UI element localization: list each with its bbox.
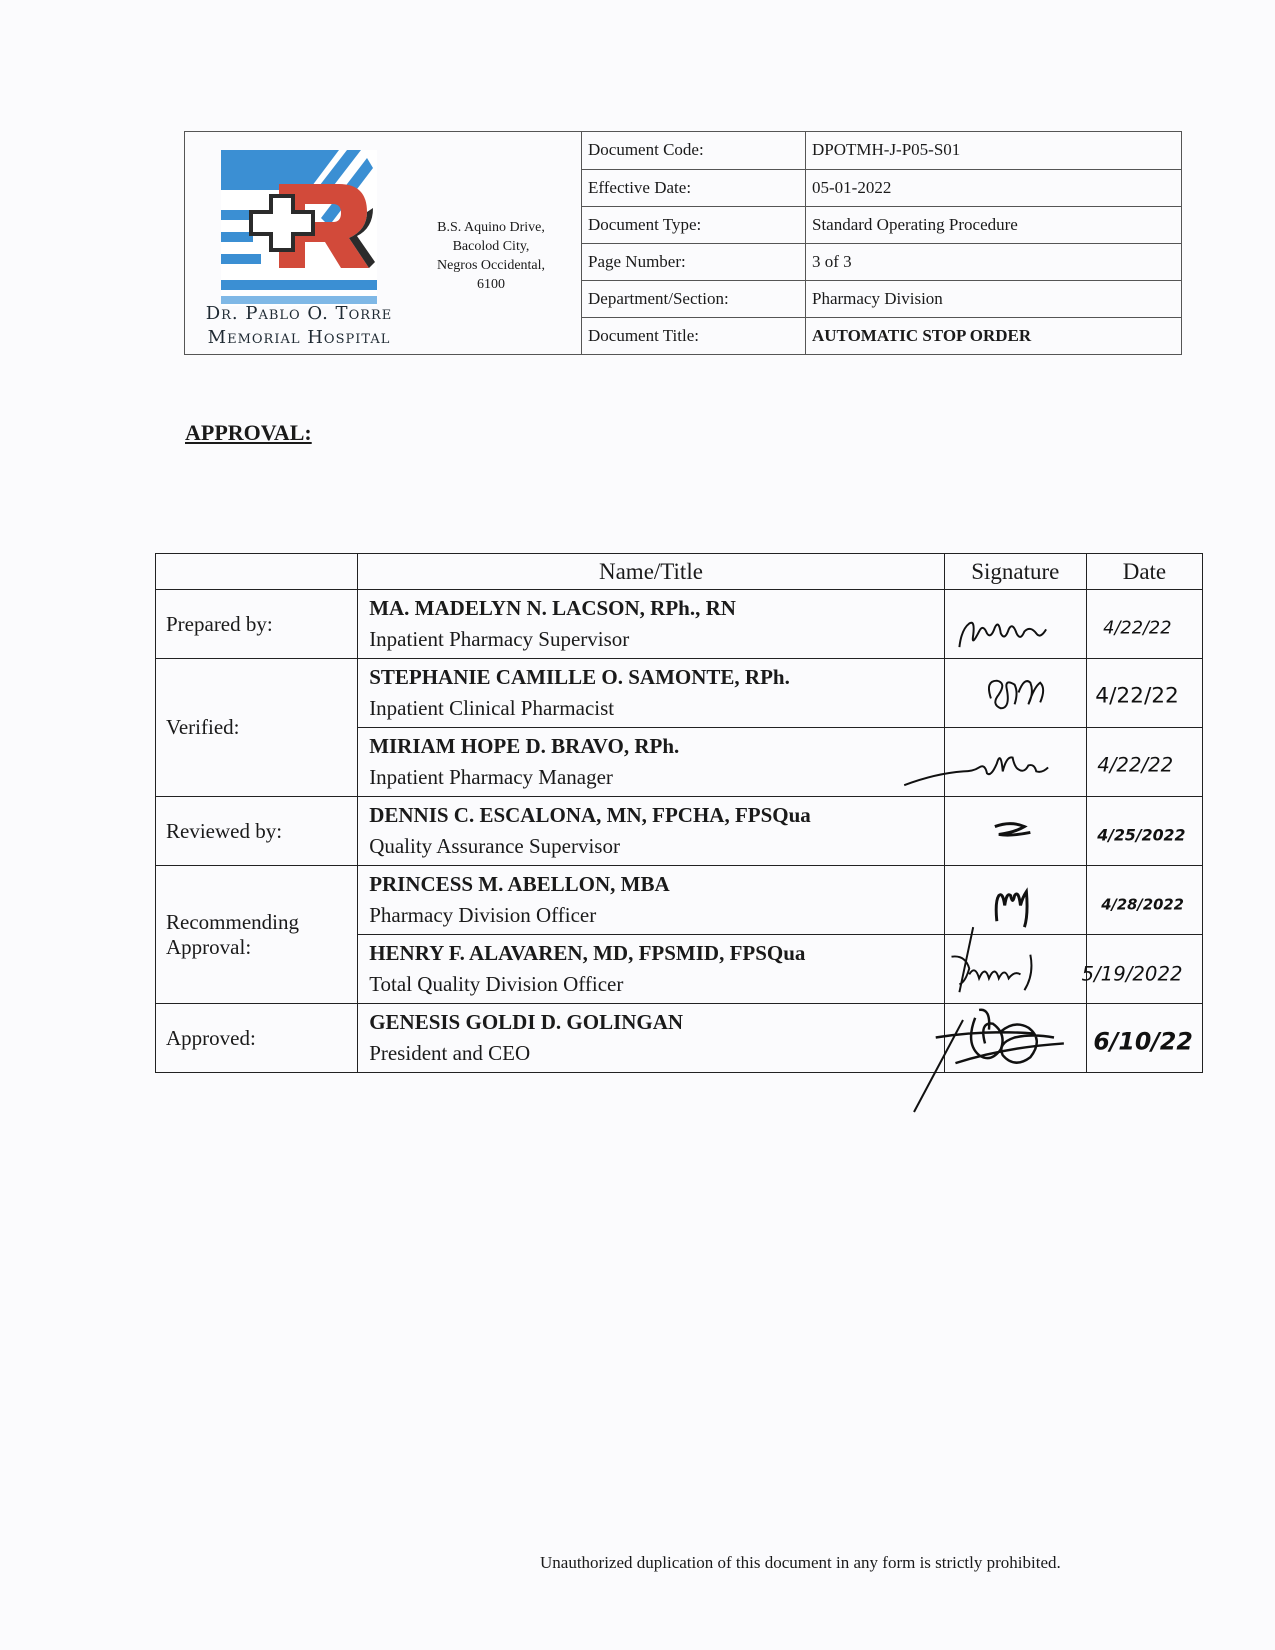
approval-row [156, 590, 1203, 659]
approval-row [156, 659, 1203, 728]
signature-column-header: Signature [944, 554, 1086, 590]
handwritten-signature [945, 866, 1086, 934]
logo-cell [185, 132, 581, 354]
person-title: Total Quality Division Officer [369, 972, 624, 996]
address-line: Negros Occidental, [436, 258, 546, 273]
handwritten-signature [945, 590, 1086, 658]
info-value: Standard Operating Procedure [806, 206, 1182, 243]
date-text: 4/22/22 [1097, 753, 1174, 777]
date-cell [1081, 935, 1202, 1004]
signature-cell [944, 797, 1086, 866]
role-label-line1: Recommending [166, 909, 299, 934]
name-title-cell [358, 866, 945, 935]
handwritten-signature [945, 935, 1086, 1003]
handwritten-signature [945, 659, 1086, 727]
info-label: Document Code: [582, 132, 806, 169]
date-text: 4/25/2022 [1097, 825, 1186, 845]
signature-cell [944, 1004, 1086, 1073]
info-row [582, 317, 1182, 354]
info-row [582, 243, 1182, 280]
info-label: Department/Section: [582, 280, 806, 317]
date-cell [1086, 659, 1202, 728]
approval-header-row [156, 554, 1203, 590]
approval-heading: APPROVAL: [185, 420, 312, 445]
role-label: Verified: [156, 659, 358, 797]
info-value: 05-01-2022 [806, 169, 1182, 206]
handwritten-date [1087, 866, 1202, 934]
name-title-column-header: Name/Title [358, 554, 945, 590]
date-text: 5/19/2022 [1081, 962, 1183, 986]
person-title: Pharmacy Division Officer [369, 903, 597, 927]
info-value: 3 of 3 [806, 243, 1182, 280]
role-column-header [156, 554, 358, 590]
signature-cell [944, 659, 1086, 728]
date-text: 4/22/22 [1103, 618, 1172, 639]
hospital-name [195, 302, 403, 350]
person-title: President and CEO [369, 1041, 531, 1065]
person-name: GENESIS GOLDI D. GOLINGAN [369, 1010, 684, 1034]
signature-cell [944, 935, 1086, 1004]
approval-row [156, 797, 1203, 866]
footer-notice: Unauthorized duplication of this document in any form is strictly prohibited. [540, 1553, 1061, 1572]
handwritten-date [1087, 1004, 1202, 1072]
role-label: Prepared by: [156, 590, 358, 659]
person-title: Inpatient Clinical Pharmacist [369, 696, 615, 720]
name-title-cell [358, 1004, 945, 1073]
handwritten-date [1081, 935, 1202, 1003]
hospital-name-line1: Dr. Pablo O. Torre [205, 303, 393, 324]
info-label: Document Title: [582, 317, 806, 354]
approval-row [156, 866, 1203, 935]
date-text: 4/28/2022 [1101, 896, 1184, 914]
info-row [582, 206, 1182, 243]
handwritten-signature [945, 728, 1086, 796]
info-row [582, 169, 1182, 206]
role-label: Reviewed by: [156, 797, 358, 866]
hospital-logo-icon [221, 150, 377, 306]
info-label: Document Type: [582, 206, 806, 243]
handwritten-date [1087, 590, 1202, 658]
person-name: HENRY F. ALAVAREN, MD, FPSMID, FPSQua [369, 941, 806, 965]
name-title-cell [358, 590, 945, 659]
signature-cell [944, 866, 1086, 935]
date-cell [1086, 590, 1202, 659]
person-name: MIRIAM HOPE D. BRAVO, RPh. [369, 734, 680, 758]
role-label [156, 866, 358, 1004]
name-title-cell [358, 659, 945, 728]
role-label: Approved: [156, 1004, 358, 1073]
handwritten-date [1087, 659, 1202, 727]
handwritten-date [1087, 797, 1202, 865]
info-value: DPOTMH-J-P05-S01 [806, 132, 1182, 169]
person-title: Inpatient Pharmacy Manager [369, 765, 613, 789]
date-text: 6/10/22 [1093, 1027, 1193, 1056]
person-name: PRINCESS M. ABELLON, MBA [369, 872, 670, 896]
date-cell [1086, 866, 1202, 935]
hospital-address [405, 218, 577, 294]
handwritten-date [1087, 728, 1202, 796]
person-name: STEPHANIE CAMILLE O. SAMONTE, RPh. [369, 665, 790, 689]
date-cell [1086, 1004, 1202, 1073]
info-row [582, 132, 1182, 169]
info-row [582, 280, 1182, 317]
document-info-table [581, 132, 1181, 354]
name-title-cell [358, 935, 945, 1004]
handwritten-signature [945, 1004, 1086, 1072]
date-cell [1086, 797, 1202, 866]
info-label: Page Number: [582, 243, 806, 280]
handwritten-signature [945, 797, 1086, 865]
person-title: Quality Assurance Supervisor [369, 834, 620, 858]
address-line: 6100 [477, 277, 505, 292]
approval-table [155, 553, 1203, 1073]
signature-cell [944, 728, 1086, 797]
document-title: AUTOMATIC STOP ORDER [806, 317, 1182, 354]
name-title-cell [358, 797, 945, 866]
date-text: 4/22/22 [1095, 683, 1179, 709]
info-value: Pharmacy Division [806, 280, 1182, 317]
role-label-line2: Approval: [166, 934, 252, 959]
person-name: DENNIS C. ESCALONA, MN, FPCHA, FPSQua [369, 803, 811, 827]
address-line: B.S. Aquino Drive, [437, 220, 545, 235]
person-name: MA. MADELYN N. LACSON, RPh., RN [369, 596, 736, 620]
approval-row [156, 1004, 1203, 1073]
info-label: Effective Date: [582, 169, 806, 206]
hospital-name-line2: Memorial Hospital [207, 327, 391, 348]
address-line: Bacolod City, [452, 239, 530, 254]
date-cell [1086, 728, 1202, 797]
document-header [184, 131, 1182, 355]
person-title: Inpatient Pharmacy Supervisor [369, 627, 630, 651]
signature-cell [944, 590, 1086, 659]
date-column-header: Date [1086, 554, 1202, 590]
name-title-cell [358, 728, 945, 797]
